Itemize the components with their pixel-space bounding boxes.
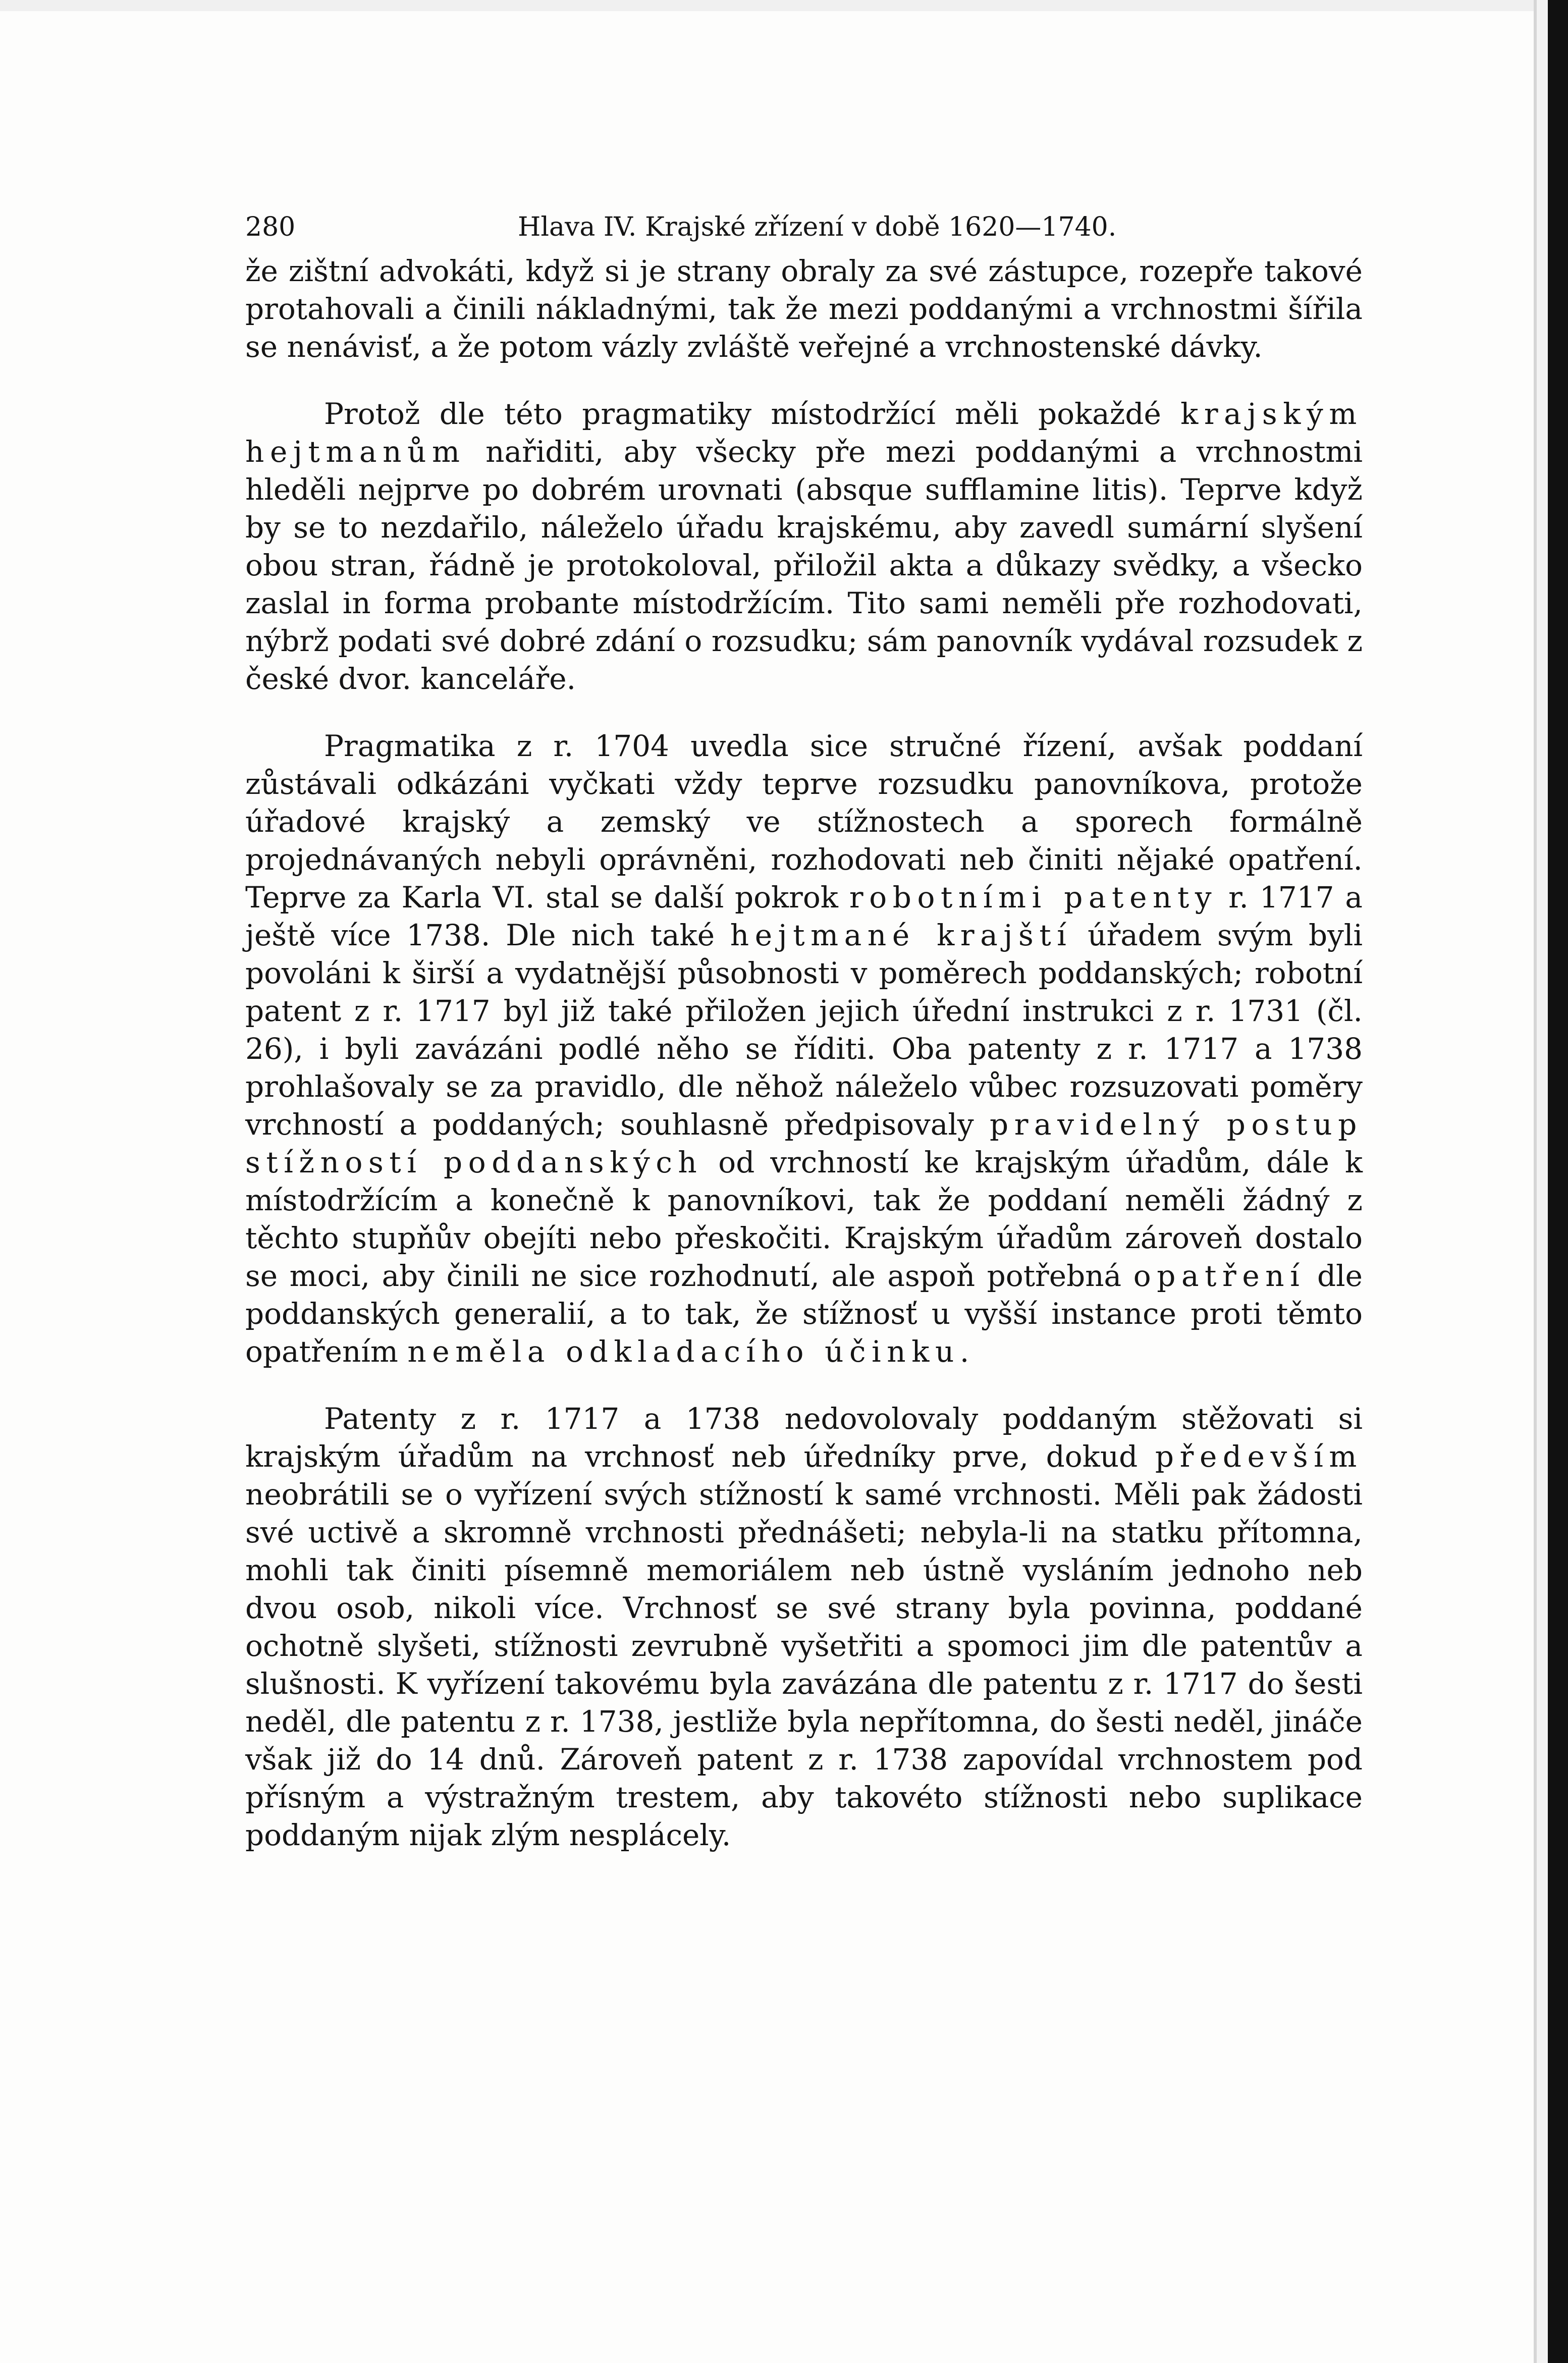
page-number: 280	[245, 212, 296, 242]
paragraph-text: úřadem svým byli povoláni k širší a vydatnější působnosti v poměrech poddanských; robotní patent z r. 1717 byl již také přiložen jejich úřední instrukci z r. 1731 (čl. 26), i byli zavázáni podlé něho se říditi. Oba patenty z r. 1717 a 1738 prohlašovaly se za pravidlo, dle něhož náleželo vůbec rozsuzovati poměry vrchností a poddaných; souhlasně předpisovaly	[245, 918, 1363, 1142]
paragraph-2	[245, 395, 1363, 698]
scan-right-margin	[1534, 0, 1548, 2363]
scan-top-edge	[0, 0, 1568, 11]
paragraph-4	[245, 1400, 1363, 1854]
paragraph-text: od vrchností ke krajským úřadům, dále k místodržícím a konečně k panovníkovi, tak že poddaní neměli žádný z těchto stupňův obejíti nebo přeskočiti. Krajským úřadům zároveň dostalo se moci, aby činili ne sice rozhodnutí, ale aspoň potřebná	[245, 1145, 1363, 1293]
paragraph-3	[245, 727, 1363, 1371]
running-head	[245, 202, 1363, 252]
text-block	[245, 202, 1363, 1884]
paragraph-text: že zištní advokáti, když si je strany obraly za své zástupce, rozepře takové protahovali a činili nákladnými, tak že mezi poddanými a vrchnostmi šířila se nenávisť, a že potom vázly zvláště veřejné a vrchnostenské dávky.	[245, 254, 1363, 364]
emphasis-text: neměla odkladacího účinku	[407, 1334, 960, 1369]
paragraph-text: .	[959, 1334, 969, 1369]
chapter-title: Hlava IV. Krajské zřízení v době 1620—1740.	[518, 212, 1117, 242]
paragraph-text: Patenty z r. 1717 a 1738 nedovolovaly poddaným stěžovati si krajským úřadům na vrchnosť neb úředníky prve, dokud	[245, 1402, 1363, 1474]
emphasis-text: krajským hejtmanům	[245, 397, 1363, 469]
emphasis-text: především	[1155, 1439, 1363, 1474]
emphasis-text: robotními patenty	[849, 880, 1218, 915]
emphasis-text: pravidelný postup stížností poddanských	[245, 1107, 1363, 1179]
paragraph-text: Pragmatika z r. 1704 uvedla sice stručné řízení, avšak poddaní zůstávali odkázáni vyčkati vždy teprve rozsudku panovníkova, protože úřadové krajský a zemský ve stížnostech a sporech formálně projednávaných nebyli oprávněni, rozhodovati neb činiti nějaké opatření. Teprve za Karla VI. stal se další pokrok	[245, 729, 1363, 915]
paragraph-text: dle poddanských generalií, a to tak, že stížnosť u vyšší instance proti těmto opatřením	[245, 1259, 1363, 1369]
paragraph-text: Protož dle této pragmatiky místodržící měli pokaždé	[324, 397, 1181, 431]
emphasis-text: opatření	[1133, 1259, 1306, 1293]
paragraph-text: neobrátili se o vyřízení svých stížností k samé vrchnosti. Měli pak žádosti své uctivě a skromně vrchnosti přednášeti; nebyla-li na statku přítomna, mohli tak činiti písemně memoriálem neb ústně vysláním jednoho neb dvou osob, nikoli více. Vrchnosť se své strany byla povinna, poddané ochotně slyšeti, stížnosti zevrubně vyšetřiti a spomoci jim dle patentův a slušnosti. K vyřízení takovému byla zavázána dle patentu z r. 1717 do šesti neděl, dle patentu z r. 1738, jestliže byla nepřítomna, do šesti neděl, jináče však již do 14 dnů. Zároveň patent z r. 1738 zapovídal vrchnostem pod přísným a výstražným trestem, aby takovéto stížnosti nebo suplikace poddaným nijak zlým nesplácely.	[245, 1477, 1363, 1852]
emphasis-text: hejtmané krajští	[730, 918, 1072, 952]
scan-right-edge	[1548, 0, 1568, 2363]
paragraph-text: r. 1717 a ještě více 1738. Dle nich také	[245, 880, 1363, 952]
paragraph-text: nařiditi, aby všecky pře mezi poddanými a vrchnostmi hleděli nejprve po dobrém urovnati (absque sufflamine litis). Teprve když by se to nezdařilo, náleželo úřadu krajskému, aby zavedl sumární slyšení obou stran, řádně je protokoloval, přiložil akta a důkazy svědky, a všecko zaslal in forma probante místodržícím. Tito sami neměli pře rozhodovati, nýbrž podati své dobré zdání o rozsudku; sám panovník vydával rozsudek z české dvor. kanceláře.	[245, 435, 1363, 696]
paragraph-1	[245, 252, 1363, 366]
